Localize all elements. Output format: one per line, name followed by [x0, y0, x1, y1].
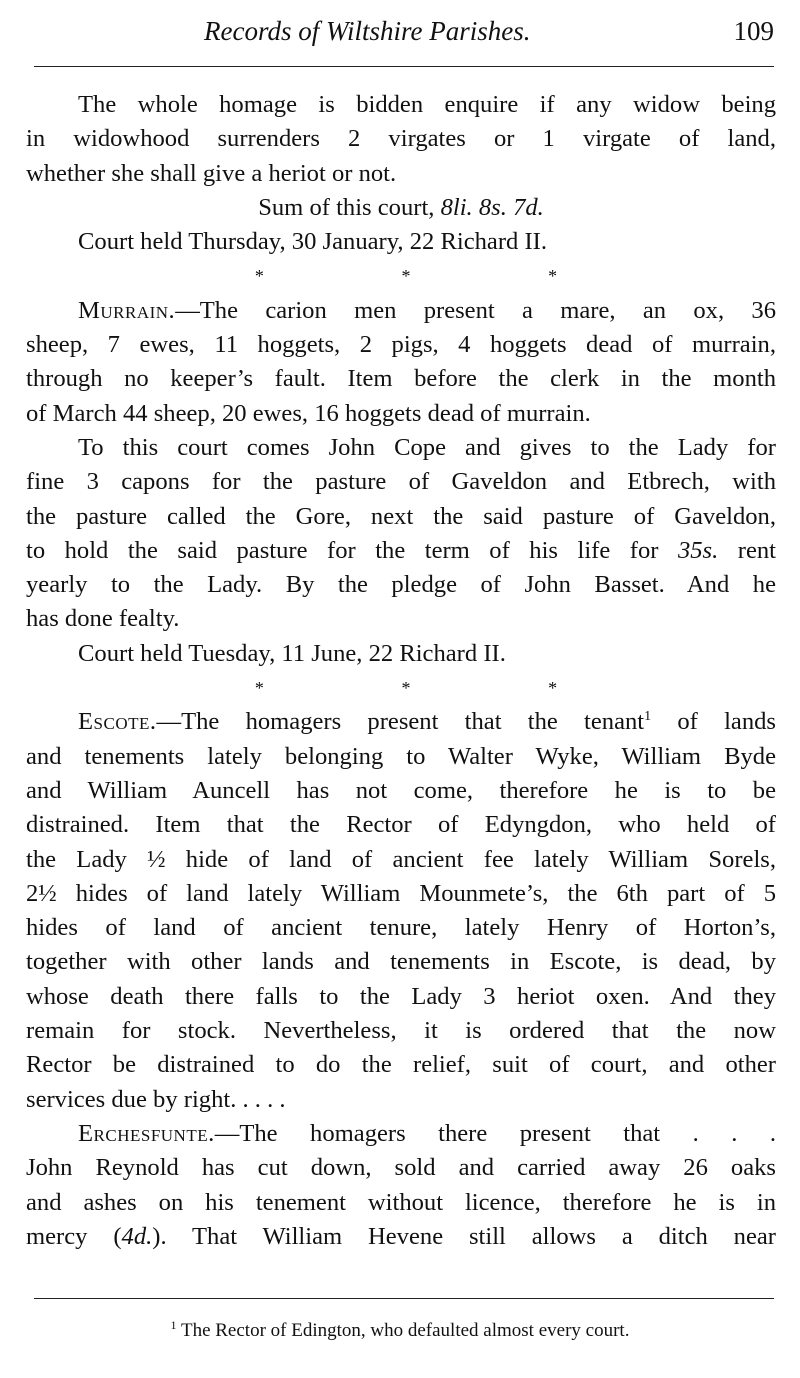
text-line: and ashes on his tenement without licence, therefore he is in — [26, 1188, 776, 1216]
body-text — [26, 88, 776, 1254]
footnote — [0, 1320, 800, 1342]
running-title: Records of Wiltshire Parishes. — [204, 16, 531, 46]
text-line: sheep, 7 ewes, 11 hoggets, 2 pigs, 4 hoggets dead of murrain, — [26, 331, 776, 359]
running-head — [34, 16, 774, 56]
text-line: whether she shall give a heriot or not. — [26, 159, 397, 187]
text-line: hides of land of ancient tenure, lately Henry of Horton’s, — [26, 914, 776, 942]
section-separator: * * * — [254, 678, 558, 699]
text-line: and William Auncell has not come, therefore he is to be — [26, 776, 776, 804]
text-line: the Lady ½ hide of land of ancient fee lately William Sorels, — [26, 845, 776, 873]
text-line: the pasture called the Gore, next the said pasture of Gaveldon, — [26, 502, 776, 530]
text-line: Rector be distrained to do the relief, suit of court, and other — [26, 1051, 776, 1079]
text-line: The whole homage is bidden enquire if any widow being — [78, 91, 776, 118]
text-line: 2½ hides of land lately William Mounmete’s, the 6th part of 5 — [26, 879, 776, 907]
footnote-text: The Rector of Edington, who defaulted almost every court. — [180, 1320, 630, 1341]
footnote-rule — [34, 1298, 774, 1299]
text-line: together with other lands and tenements in Escote, is dead, by — [26, 948, 776, 976]
text-line: Court held Thursday, 30 January, 22 Richard II. — [78, 228, 547, 256]
text-line: whose death there falls to the Lady 3 heriot oxen. And they — [26, 982, 776, 1010]
text-line: in widowhood surrenders 2 virgates or 1 virgate of land, — [26, 125, 776, 153]
text-line: to hold the said pasture for the term of his life for 35s. rent — [26, 536, 776, 564]
text-line: Murrain.—The carion men present a mare, an ox, 36 — [78, 296, 776, 324]
text-line: services due by right. . . . . — [26, 1085, 286, 1113]
header-rule — [34, 66, 774, 67]
text-line: Court held Tuesday, 11 June, 22 Richard II. — [78, 639, 506, 667]
text-line: yearly to the Lady. By the pledge of John Basset. And he — [26, 571, 776, 599]
text-line: distrained. Item that the Rector of Edyngdon, who held of — [26, 811, 776, 839]
page-number: 109 — [733, 16, 774, 46]
text-line: To this court comes John Cope and gives to the Lady for — [78, 433, 776, 461]
text-line: and tenements lately belonging to Walter Wyke, William Byde — [26, 742, 776, 770]
text-line: remain for stock. Nevertheless, it is ordered that the now — [26, 1017, 776, 1045]
text-line: Sum of this court, 8li. 8s. 7d. — [258, 193, 544, 221]
text-line: Erchesfunte.—The homagers there present that . . . — [78, 1119, 776, 1147]
footnote-marker: 1 — [170, 1318, 177, 1332]
text-line: of March 44 sheep, 20 ewes, 16 hoggets dead of murrain. — [26, 399, 591, 427]
text-line: Escote.—The homagers present that the tenant$^1$ of lands — [78, 708, 776, 736]
text-line: fine 3 capons for the pasture of Gaveldon and Etbrech, with — [26, 468, 776, 496]
text-line: John Reynold has cut down, sold and carried away 26 oaks — [26, 1154, 776, 1182]
section-separator: * * * — [254, 266, 558, 287]
text-line: mercy (4d.). That William Hevene still allows a ditch near — [26, 1222, 776, 1250]
text-line: has done fealty. — [26, 605, 180, 633]
text-line: through no keeper’s fault. Item before the clerk in the month — [26, 365, 776, 393]
